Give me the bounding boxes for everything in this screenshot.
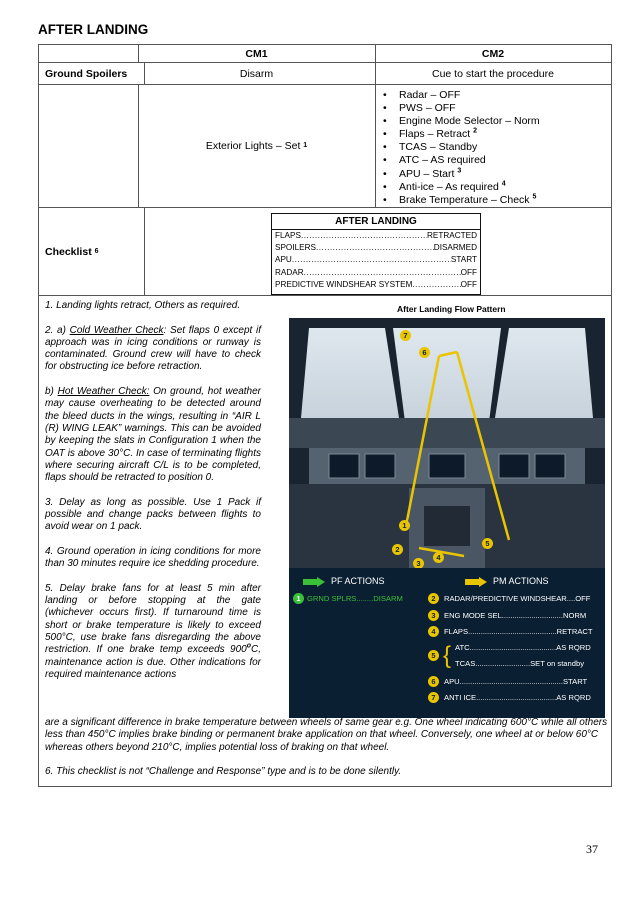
cm2-procedure-item [383,115,611,128]
procedure-item-text: APU – Start [399,167,455,180]
note-2a-body: : Set flaps 0 except if approach was in icing conditions or runway is contaminated. Ground crew will have to check for obstructing ice before retraction. [45,324,261,373]
checklist-value: START [450,255,477,265]
checklist-value: OFF [460,279,477,289]
note-5-part2: C, maintenance action is due. Other indications for required maintenance actions [45,644,261,680]
dot-leader [412,279,460,291]
checklist-card-lines [272,230,480,291]
checklist-label: Checklist [45,245,92,258]
checklist-item: FLAPS [275,231,301,240]
note-2a-heading: Cold Weather Check [69,324,164,336]
note-5-continued: are a significant difference in brake temperature between wheels of same gear e.g. One wheel indicating 600°C while all others less than 450°C implies brake binding or permanent brake application on that wheel. Conversely, one wheel at or below 60°C whereas others beyond 210°C, implies potential loss of braking on that wheel. [45,717,608,753]
cm2-procedure-item [383,102,611,115]
procedure-item-text: Radar – OFF [399,89,461,101]
pm-item-number: 7 [428,692,439,703]
pm-item-text: RADAR/PREDICTIVE WINDSHEAR....OFF [444,594,591,603]
cm2-procedure-item [383,141,611,154]
flow-pattern-title: After Landing Flow Pattern [397,304,506,314]
note-5-part1: 5. Delay brake fans for at least 5 min after landing or before stopping at the gate (whichever occurs first). If turnaround time is short or brake temperature is likely to exceed 500°C, use brake fans disregarding the above restriction. If one brake temp exceeds 900 [45,582,261,656]
cm2-procedure-item [383,194,611,207]
header-cm2: CM2 [481,47,505,60]
checklist-item: PREDICTIVE WINDSHEAR SYSTEM [275,279,413,289]
note-2a-prefix: 2. a) [45,324,70,336]
table-row [38,63,612,85]
dot-leader [301,230,427,242]
checklist-item: APU [275,255,292,265]
footnote-ref: 4 [501,180,506,188]
windshield-center [393,328,501,422]
flow-marker: 5 [482,538,493,549]
procedure-item-text: Flaps – Retract [399,128,471,141]
note-5 [45,583,261,681]
cm2-procedure-list-cell [375,85,611,207]
procedure-item-text: PWS – OFF [399,102,456,115]
pm-item-text: ENG MODE SEL.............................NORM [444,611,587,620]
flow-marker: 1 [399,520,410,531]
cockpit-flow-image [289,318,605,718]
checklist-value: DISARMED [433,243,477,253]
pf-arrow-icon [303,577,325,587]
checklist-card-line [272,230,480,242]
pm-item-number: 4 [428,626,439,637]
pm-item-number: 2 [428,593,439,604]
pm-item-text: APU.................................................START [444,677,588,686]
note-2b [45,386,261,484]
checklist-item: SPOILERS [275,243,316,253]
dot-leader [316,242,434,254]
cm2-procedure-item [383,154,611,167]
cm1-ground-spoilers: Disarm [138,63,376,84]
note-2b-heading: Hot Weather Check: [57,386,150,398]
header-blank-cell [39,45,139,62]
cm2-procedure-item [383,168,611,181]
pf-item-text: GRND SPLRS........DISARM [307,594,403,603]
exterior-lights-text: Exterior Lights – Set [205,140,301,152]
checklist-value: OFF [460,267,477,277]
row-label-checklist: Checklist 6 [39,208,145,295]
row-label-ground-spoilers: Ground Spoilers [39,63,145,84]
notes-wide [45,717,610,791]
pf-item-number: 1 [293,593,304,604]
pm-item-number: 6 [428,676,439,687]
checklist-item: RADAR [275,267,304,277]
note-2a [45,325,261,374]
row-label-empty [39,85,139,207]
flow-marker: 3 [413,558,424,569]
header-cm1: CM1 [138,45,376,62]
page-number: 37 [586,842,598,856]
pm-item-text: ATC.........................................AS RQRD [455,643,591,652]
note-4: 4. Ground operation in icing conditions for more than 30 minutes require ice shedding procedure. [45,545,261,570]
pm-item-text: ANTI ICE......................................AS RQRD [444,693,591,702]
flow-marker: 7 [400,330,411,341]
checklist-card-title: AFTER LANDING [272,214,480,230]
footnote-ref: 2 [473,127,478,135]
procedure-item-text: Anti-ice – As required [399,180,499,193]
cm2-ground-spoilers: Cue to start the procedure [432,67,554,80]
table-header-row [38,44,612,63]
table-row [38,208,612,296]
windshield-left [301,328,399,418]
notes-row [38,296,612,787]
checklist-card-line [272,254,480,266]
flow-legend [289,568,605,718]
flow-marker: 6 [419,347,430,358]
table-row [38,85,612,208]
pm-arrow-icon [465,577,487,587]
note-1: 1. Landing lights retract, Others as required. [45,300,241,311]
checklist-card-line [272,267,480,279]
cm1-exterior-lights: Exterior Lights – Set 1 [138,85,376,207]
cockpit-photo [289,318,605,568]
flow-marker: 4 [433,552,444,563]
footnote-ref: 5 [532,193,537,201]
pm-actions-label: PM ACTIONS [493,576,549,586]
notes-column [45,300,261,681]
cm2-procedure-item [383,181,611,194]
pm-item-text: TCAS..........................SET on standby [455,659,585,668]
pm-item-number: 5 [428,650,439,661]
degree-sup: o [246,642,251,650]
checklist-value: RETRACTED [426,231,477,240]
section-title: AFTER LANDING [38,22,149,37]
windshield-right [495,328,593,418]
note-3: 3. Delay as long as possible. Use 1 Pack if possible and change packs between flights to avoid wear on 1 pack. [45,496,261,533]
procedure-item-text: TCAS – Standby [399,141,478,154]
cm2-procedure-list [375,85,611,207]
note-2b-prefix: b) [45,386,58,398]
checklist-card-line [272,279,480,291]
checklist-card-line [272,242,480,254]
dot-leader [304,267,461,279]
pm-item-text: FLAPS..........................................RETRACT [444,627,593,636]
footnote-ref: 3 [457,167,462,175]
cm2-procedure-item [383,89,611,102]
after-landing-checklist-card [271,213,481,295]
procedure-item-text: ATC – AS required [399,154,486,167]
pm-item-number: 3 [428,610,439,621]
note-2b-body: On ground, hot weather may cause overheating to be detected around the bleed ducts in the wings, resulting in “AIR L (R) WING LEAK” warnings. This can be avoided by keeping the slats in Configuration 1 when the OAT is above 30°C. In case of terminating flights where securing aircraft C/L is to be completed, flaps should be retracted to position 0. [45,386,261,484]
pf-actions-label: PF ACTIONS [331,576,385,586]
flow-marker: 2 [392,544,403,555]
procedure-item-text: Engine Mode Selector – Norm [399,115,540,128]
note-6: 6. This checklist is not “Challenge and Response” type and is to be done silently. [45,766,402,778]
brace-icon: { [443,642,452,669]
dot-leader [292,254,451,266]
procedure-item-text: Brake Temperature – Check [399,193,530,206]
cm2-procedure-item [383,128,611,141]
